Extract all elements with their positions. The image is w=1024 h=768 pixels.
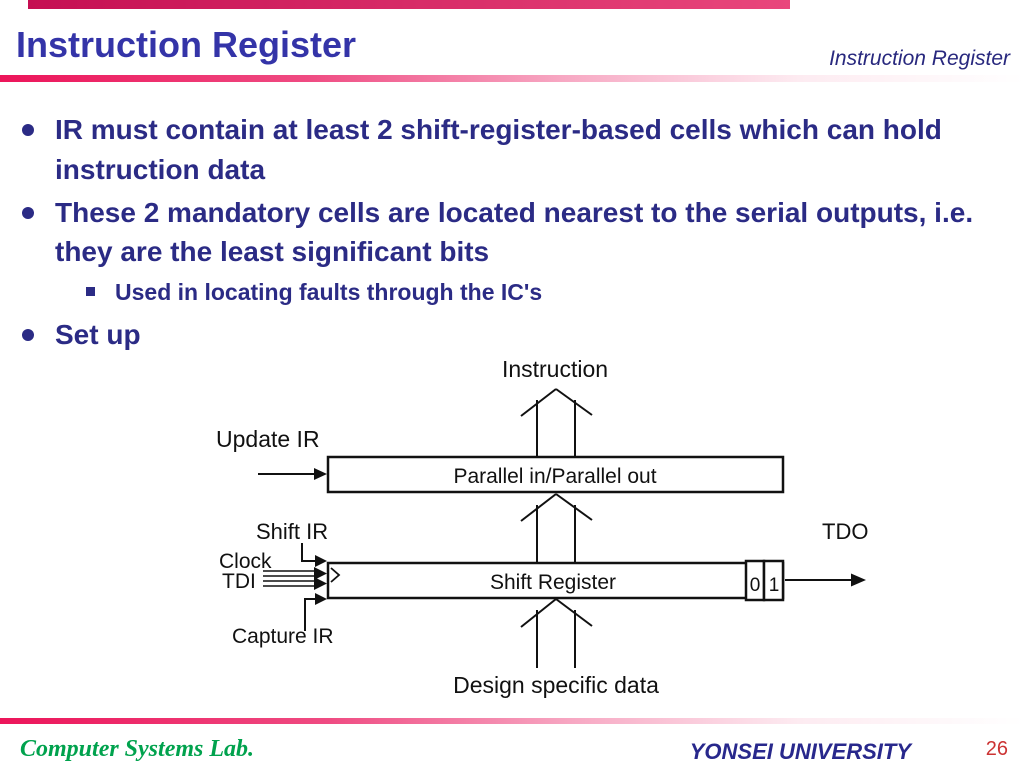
bullet-text: Set up — [55, 318, 141, 350]
capture-ir-label: Capture IR — [232, 625, 334, 648]
shift-register-label: Shift Register — [489, 571, 617, 594]
design-data-label: Design specific data — [453, 672, 659, 698]
wide-arrow-up-bottom — [521, 599, 592, 668]
clock-arrow — [263, 567, 327, 580]
wide-arrow-up-top — [521, 389, 592, 456]
page-number: 26 — [985, 738, 1008, 760]
tdi-label: TDI — [222, 570, 256, 593]
footer-lab-name: Computer Systems Lab. — [20, 736, 255, 762]
header-note: Instruction Register — [829, 47, 1010, 70]
bullet-text: These 2 mandatory cells are located nearest to the serial outputs, i.e. they are the least significant bits — [55, 196, 974, 268]
sub-bullet-text: Used in locating faults through the IC's — [115, 279, 543, 305]
parallel-box-label: Parallel in/Parallel out — [453, 465, 657, 488]
cell-0-label: 0 — [749, 575, 761, 596]
bullet-text: IR must contain at least 2 shift-register-based cells which can hold instruction data — [55, 114, 942, 185]
tdo-label: TDO — [822, 519, 869, 544]
wide-arrow-up-middle — [521, 494, 592, 562]
tdo-arrow — [785, 574, 866, 587]
update-ir-arrow — [258, 468, 327, 480]
page-title: Instruction Register — [16, 24, 357, 65]
shift-ir-label: Shift IR — [256, 519, 329, 544]
footer-divider — [0, 718, 1024, 724]
footer-university: YONSEI UNIVERSITY — [689, 739, 911, 764]
instruction-label: Instruction — [501, 356, 609, 382]
tdi-arrow — [263, 577, 327, 590]
cell-1-label: 1 — [768, 575, 780, 596]
update-ir-label: Update IR — [216, 426, 320, 452]
shift-ir-arrow — [302, 543, 327, 567]
clock-label: Clock — [219, 550, 272, 573]
